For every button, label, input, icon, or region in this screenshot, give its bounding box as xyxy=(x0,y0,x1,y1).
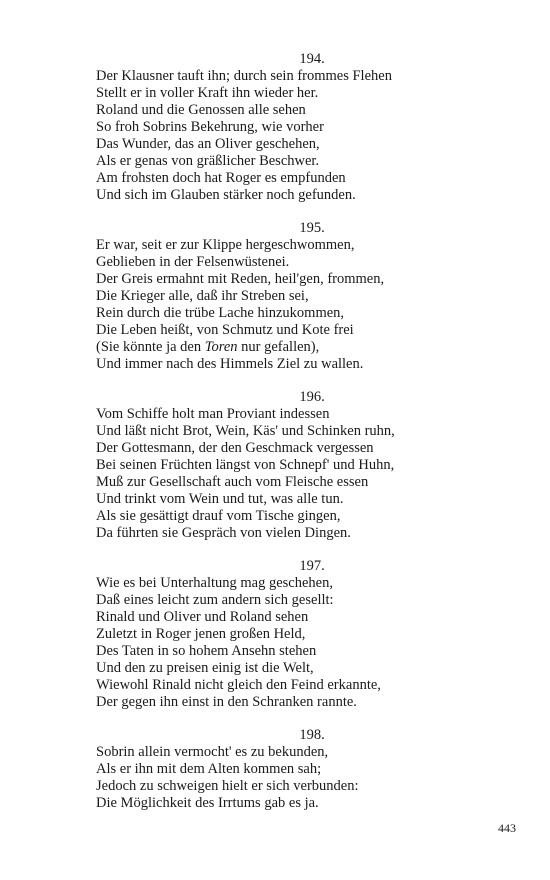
page-number: 443 xyxy=(498,821,516,835)
stanza-number: 198. xyxy=(299,727,325,743)
verse-line: Und sich im Glauben stärker noch gefunden. xyxy=(96,187,356,203)
stanza-195 xyxy=(96,220,516,373)
verse-line: Und läßt nicht Brot, Wein, Käs' und Schinken ruhn, xyxy=(96,423,395,439)
verse-line: Jedoch zu schweigen hielt er sich verbunden: xyxy=(96,778,359,794)
verse-line: Bei seinen Früchten längst von Schnepf' und Huhn, xyxy=(96,457,395,473)
stanza-198 xyxy=(96,727,516,812)
stanza-number: 194. xyxy=(299,51,325,67)
verse-line: Als er genas von gräßlicher Beschwer. xyxy=(96,153,320,169)
verse-line: Und den zu preisen einig ist die Welt, xyxy=(96,660,314,676)
verse-line: Das Wunder, das an Oliver geschehen, xyxy=(96,136,320,152)
verse-line: Wiewohl Rinald nicht gleich den Feind erkannte, xyxy=(96,677,381,693)
stanza-number: 195. xyxy=(299,220,325,236)
italic-word: Toren xyxy=(204,339,238,355)
verse-line xyxy=(96,339,516,356)
stanza-197 xyxy=(96,558,516,711)
verse-line: Zuletzt in Roger jenen großen Held, xyxy=(96,626,306,642)
verse-line: Muß zur Gesellschaft auch vom Fleische essen xyxy=(96,474,369,490)
verse-line: Der Gottesmann, der den Geschmack vergessen xyxy=(96,440,374,456)
verse-line: Da führten sie Gespräch von vielen Dingen. xyxy=(96,525,351,541)
verse-line: Rinald und Oliver und Roland sehen xyxy=(96,609,309,625)
stanza-number: 197. xyxy=(299,558,325,574)
verse-line: Und trinkt vom Wein und tut, was alle tun. xyxy=(96,491,344,507)
verse-line: Die Möglichkeit des Irrtums gab es ja. xyxy=(96,795,319,811)
stanza-number: 196. xyxy=(299,389,325,405)
verse-line: Rein durch die trübe Lache hinzukommen, xyxy=(96,305,345,321)
stanza-194 xyxy=(96,51,516,204)
verse-line: Wie es bei Unterhaltung mag geschehen, xyxy=(96,575,333,591)
verse-line: Er war, seit er zur Klippe hergeschwommen, xyxy=(96,237,355,253)
verse-line: Stellt er in voller Kraft ihn wieder her. xyxy=(96,85,319,101)
verse-line: Sobrin allein vermocht' es zu bekunden, xyxy=(96,744,329,760)
verse-line: Vom Schiffe holt man Proviant indessen xyxy=(96,406,330,422)
verse-line: Der gegen ihn einst in den Schranken rannte. xyxy=(96,694,357,710)
verse-line: Als er ihn mit dem Alten kommen sah; xyxy=(96,761,322,777)
verse-line-end: nur gefallen), xyxy=(237,339,320,355)
stanza-196 xyxy=(96,389,516,542)
verse-line: Die Leben heißt, von Schmutz und Kote frei xyxy=(96,322,354,338)
verse-line: Und immer nach des Himmels Ziel zu wallen. xyxy=(96,356,364,372)
verse-line: Die Krieger alle, daß ihr Streben sei, xyxy=(96,288,309,304)
verse-line: Des Taten in so hohem Ansehn stehen xyxy=(96,643,317,659)
verse-line: Als sie gesättigt drauf vom Tische gingen, xyxy=(96,508,341,524)
verse-line: Der Greis ermahnt mit Reden, heil'gen, frommen, xyxy=(96,271,385,287)
verse-line: Roland und die Genossen alle sehen xyxy=(96,102,306,118)
verse-line: Daß eines leicht zum andern sich gesellt: xyxy=(96,592,334,608)
verse-line: Am frohsten doch hat Roger es empfunden xyxy=(96,170,346,186)
verse-line-start: (Sie könnte ja den xyxy=(96,339,205,355)
verse-line: Der Klausner tauft ihn; durch sein frommes Flehen xyxy=(96,68,392,84)
verse-line: Geblieben in der Felsenwüstenei. xyxy=(96,254,290,270)
verse-line: So froh Sobrins Bekehrung, wie vorher xyxy=(96,119,324,135)
